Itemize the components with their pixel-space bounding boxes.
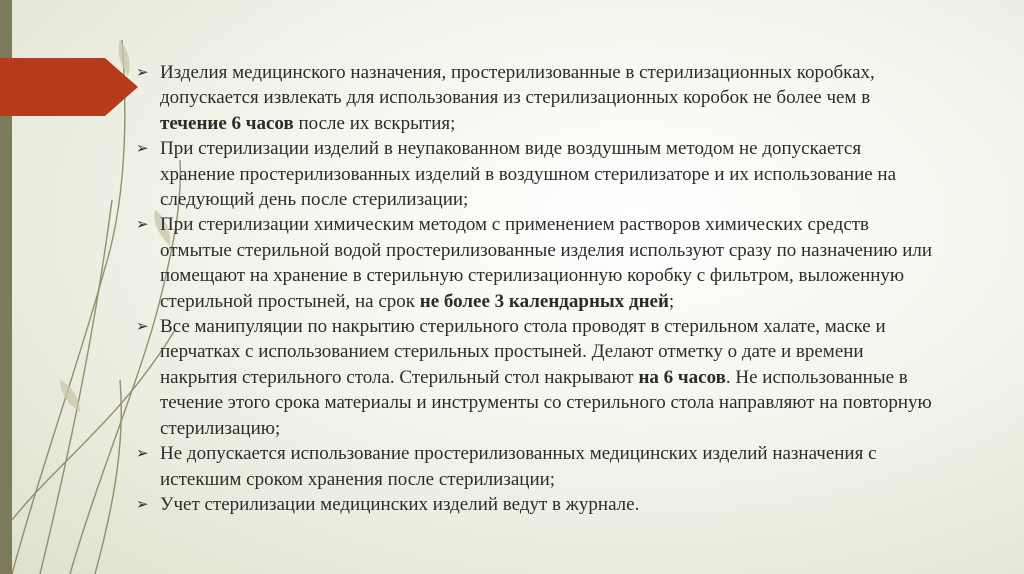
bullet-text: [160, 214, 932, 311]
arrowhead-bullet-icon: ➢: [136, 317, 149, 336]
bullet-item: [136, 492, 936, 517]
bullet-text: [160, 62, 875, 134]
bullet-text-segment: . Не использованные в течение этого срока материалы и инструменты со стерильного стола направляют на повторную стерилизацию;: [160, 366, 932, 439]
bullet-item: [136, 60, 936, 136]
bullet-item: [136, 314, 936, 441]
bullet-text-segment: Все манипуляции по накрытию стерильного стола проводят в стерильном халате, маске и перчатках с использованием стерильных простыней. Делают отметку о дате и времени накрытия стерильного стола. Стерильный стол накрывают: [160, 316, 886, 388]
bullet-text: [160, 138, 896, 210]
slide-body: [136, 60, 936, 517]
bullet-text-segment: Изделия медицинского назначения, простерилизованные в стерилизационных коробках, допускается извлекать для использования из стерилизационных коробок не более чем в: [160, 62, 875, 109]
bold-emphasis-text: не более 3 календарных дней: [419, 290, 669, 312]
arrowhead-bullet-icon: ➢: [136, 444, 149, 463]
arrowhead-bullet-icon: ➢: [136, 215, 149, 234]
bullet-text-segment: При стерилизации химическим методом с применением растворов химических средств отмытые стерильной водой простерилизованные изделия используют сразу по назначению или помещают на хранение в стерильную стерилизационную коробку с фильтром, выложенную стерильной простыней, на срок: [160, 214, 933, 312]
bullet-text-segment: после их вскрытия;: [293, 112, 456, 134]
bullet-item: [136, 212, 936, 314]
bullet-text: [160, 443, 877, 489]
arrowhead-bullet-icon: ➢: [136, 494, 149, 513]
bullet-text: [160, 316, 932, 439]
bullet-text-segment: Не допускается использование простерилизованных медицинских изделий назначения с истекшим сроком хранения после стерилизации;: [160, 443, 877, 490]
bullet-item: [136, 136, 936, 212]
bold-emphasis-text: течение 6 часов: [160, 112, 294, 134]
red-arrow-banner: [0, 58, 138, 116]
bold-emphasis-text: на 6 часов: [638, 366, 726, 388]
bullet-text-segment: Учет стерилизации медицинских изделий ведут в журнале.: [160, 493, 640, 515]
arrowhead-bullet-icon: ➢: [136, 139, 149, 158]
bullet-text-segment: ;: [668, 290, 675, 312]
bullet-text: [160, 494, 639, 515]
bullet-list: [136, 60, 936, 517]
bullet-text-segment: При стерилизации изделий в неупакованном виде воздушным методом не допускается хранение простерилизованных изделий в воздушном стерилизаторе и их использование на следующий день после стерилизации;: [160, 138, 897, 211]
arrowhead-bullet-icon: ➢: [136, 63, 149, 81]
bullet-item: [136, 441, 936, 492]
